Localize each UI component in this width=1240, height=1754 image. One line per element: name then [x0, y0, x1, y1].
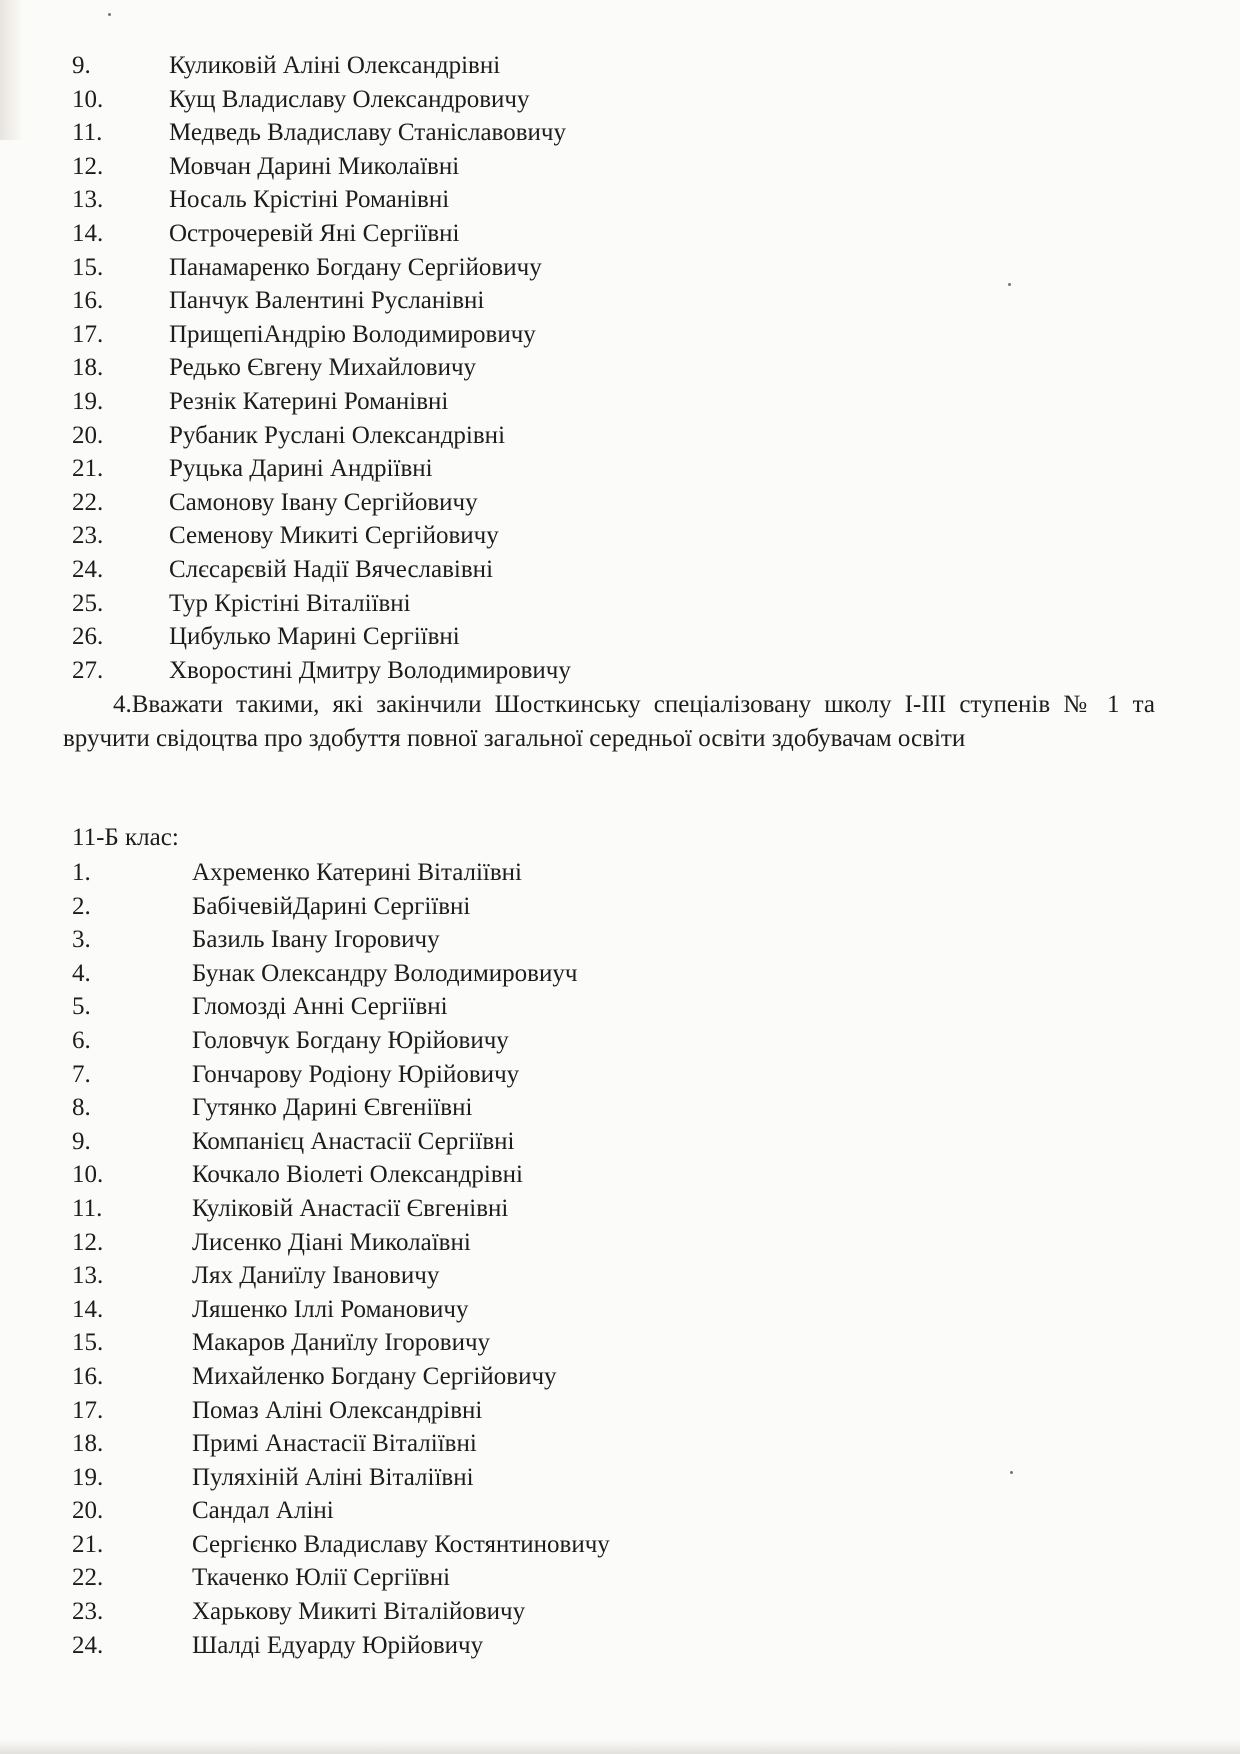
item-number: 19. [72, 1463, 104, 1491]
item-number: 9. [72, 52, 91, 79]
item-number: 10. [72, 85, 104, 113]
item-number: 1. [72, 859, 91, 886]
student-name: Медведь Владиславу Станіславовичу [169, 119, 566, 147]
student-name: Компанієц Анастасії Сергіївні [192, 1127, 515, 1155]
student-name: Помаз Аліні Олександрівні [192, 1396, 483, 1424]
student-name: Пуляхіній Аліні Віталіївні [192, 1463, 474, 1491]
student-name: Лях Даниїлу Івановичу [192, 1262, 440, 1290]
student-name: Лисенко Діані Миколаївні [192, 1228, 471, 1256]
student-name: Хворостині Дмитру Володимировичу [169, 656, 571, 684]
item-number: 8. [72, 1094, 91, 1122]
item-number: 24. [72, 555, 104, 583]
student-name: Панамаренко Богдану Сергійовичу [169, 253, 542, 281]
scan-speck [1010, 1471, 1013, 1474]
item-number: 23. [72, 522, 104, 550]
item-number: 21. [72, 455, 104, 483]
item-number: 19. [72, 387, 104, 415]
order-paragraph-text: 4.Вважати такими, які закінчили Шосткинську спеціалізовану школу І-ІІІ ступенів № 1 та вручити свідоцтва про здобуття повної загальної середньої освіти здобувачам освіти [63, 691, 1155, 752]
student-name: Сергієнко Владиславу Костянтиновичу [192, 1530, 610, 1558]
student-name: Шалді Едуарду Юрійовичу [192, 1631, 484, 1659]
scan-speck [1008, 283, 1011, 286]
item-number: 9. [72, 1127, 91, 1155]
student-name: Гломозді Анні Сергіївні [192, 993, 448, 1021]
item-number: 14. [72, 219, 104, 247]
student-name: Базиль Івану Ігоровичу [192, 926, 440, 954]
item-number: 15. [72, 253, 104, 281]
student-name: Семенову Микиті Сергійовичу [169, 522, 499, 550]
student-name: Гутянко Дарині Євгеніївні [192, 1094, 473, 1122]
item-number: 2. [72, 892, 91, 920]
item-number: 26. [72, 623, 104, 651]
student-name: Куликовій Аліні Олександрівні [169, 52, 501, 79]
student-name: Бунак Олександру Володимировиуч [192, 959, 578, 987]
item-number: 6. [72, 1026, 91, 1054]
student-name: Мовчан Дарині Миколаївні [169, 152, 460, 180]
item-number: 3. [72, 926, 91, 954]
student-name: Тур Крістіні Віталіївні [169, 589, 411, 617]
class-label: 11-Б клас: [72, 824, 179, 851]
student-name: Ахременко Катерині Віталіївні [192, 859, 523, 886]
item-number: 18. [72, 354, 104, 382]
student-name: Острочеревій Яні Сергіївні [169, 219, 460, 247]
item-number: 17. [72, 320, 104, 348]
student-name: Цибулько Марині Сергіївні [169, 623, 460, 651]
item-number: 5. [72, 993, 91, 1021]
item-number: 11. [72, 1194, 103, 1222]
item-number: 18. [72, 1430, 104, 1458]
student-name: Головчук Богдану Юрійовичу [192, 1026, 509, 1054]
scan-fold-shadow [0, 0, 24, 140]
student-name: Рубаник Руслані Олександрівні [169, 421, 506, 449]
student-name: Панчук Валентині Русланівні [169, 287, 485, 315]
student-name: Михайленко Богдану Сергійовичу [192, 1362, 557, 1390]
item-number: 22. [72, 1564, 104, 1592]
item-number: 24. [72, 1631, 104, 1659]
item-number: 15. [72, 1329, 104, 1357]
item-number: 10. [72, 1161, 104, 1189]
item-number: 14. [72, 1295, 104, 1323]
item-number: 13. [72, 186, 104, 214]
item-number: 17. [72, 1396, 104, 1424]
item-number: 16. [72, 1362, 104, 1390]
item-number: 12. [72, 1228, 104, 1256]
student-name: Кущ Владиславу Олександровичу [169, 85, 530, 113]
item-number: 4. [72, 959, 91, 987]
student-name: Примі Анастасії Віталіївні [192, 1430, 477, 1458]
student-name: БабічевійДарині Сергіївні [192, 892, 471, 920]
item-number: 12. [72, 152, 104, 180]
student-name: Гончарову Родіону Юрійовичу [192, 1060, 520, 1088]
student-name: Резнік Катерині Романівні [169, 387, 449, 415]
student-name: Кочкало Віолеті Олександрівні [192, 1161, 523, 1189]
item-number: 27. [72, 656, 104, 684]
scan-bottom-edge [0, 1740, 1240, 1754]
student-name: Руцька Дарині Андріївні [169, 455, 433, 483]
item-number: 22. [72, 488, 104, 516]
student-name: Редько Євгену Михайловичу [169, 354, 477, 382]
item-number: 25. [72, 589, 104, 617]
student-name: Слєсарєвій Надії Вячеславівні [169, 555, 494, 583]
student-name: Харькову Микиті Віталійовичу [192, 1598, 526, 1626]
item-number: 21. [72, 1530, 104, 1558]
item-number: 23. [72, 1598, 104, 1626]
item-number: 16. [72, 287, 104, 315]
student-name: Куліковій Анастасії Євгенівні [192, 1194, 509, 1222]
item-number: 7. [72, 1060, 91, 1088]
student-name: ПрищепіАндрію Володимировичу [169, 320, 536, 348]
student-name: Самонову Івану Сергійовичу [169, 488, 478, 516]
student-name: Носаль Крістіні Романівні [169, 186, 450, 214]
item-number: 13. [72, 1262, 104, 1290]
item-number: 20. [72, 1497, 104, 1525]
item-number: 11. [72, 119, 103, 147]
student-name: Ляшенко Іллі Романовичу [192, 1295, 469, 1323]
scan-speck [108, 13, 111, 16]
item-number: 20. [72, 421, 104, 449]
order-paragraph [63, 688, 1155, 755]
student-name: Сандал Аліні [192, 1497, 334, 1525]
student-name: Ткаченко Юлії Сергіївні [192, 1564, 451, 1592]
student-name: Макаров Даниїлу Ігоровичу [192, 1329, 491, 1357]
